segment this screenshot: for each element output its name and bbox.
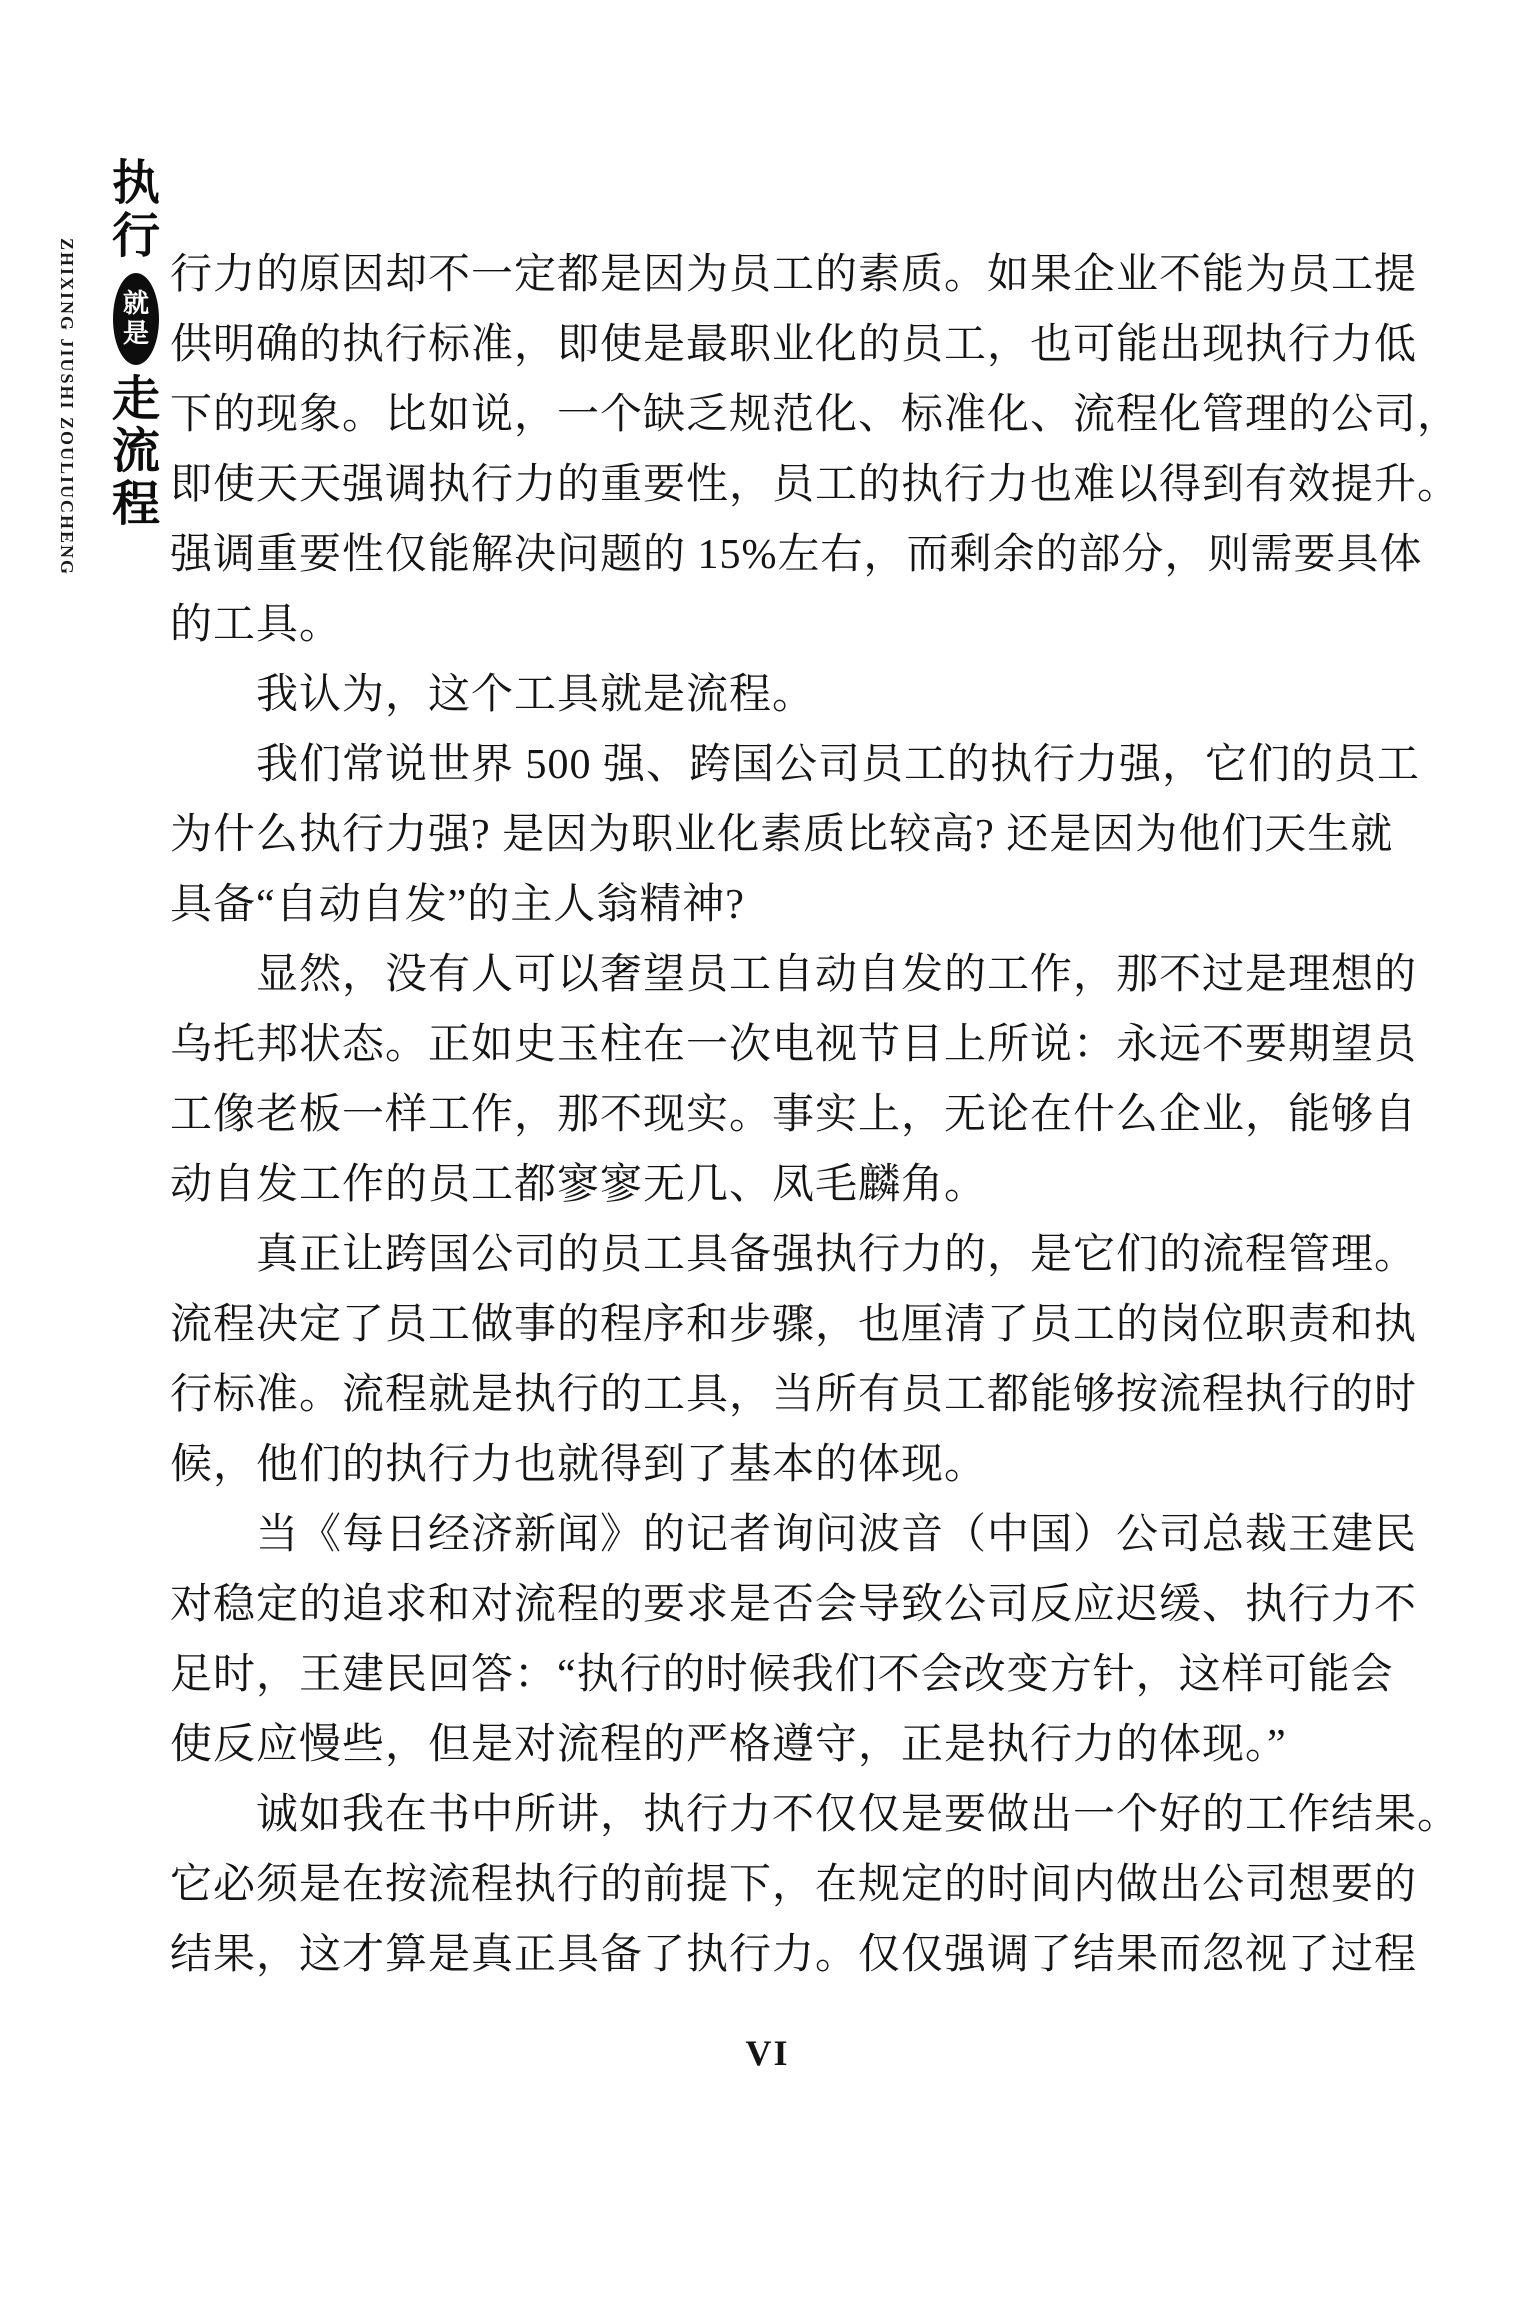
spine-badge-char: 就 bbox=[122, 288, 149, 318]
text-line: 我认为，这个工具就是流程。 bbox=[170, 672, 816, 718]
text-line: 的工具。 bbox=[170, 602, 343, 648]
text-line: 结果，这才算是真正具备了执行力。仅仅强调了结果而忽视了过程 bbox=[170, 1932, 1418, 1978]
spine-cjk-title bbox=[106, 158, 166, 532]
text-line: 它必须是在按流程执行的前提下，在规定的时间内做出公司想要的 bbox=[170, 1862, 1418, 1908]
text-line: 即使天天强调执行力的重要性，员工的执行力也难以得到有效提升。 bbox=[170, 462, 1461, 508]
body-text bbox=[170, 240, 1461, 1990]
text-line: 下的现象。比如说，一个缺乏规范化、标准化、流程化管理的公司， bbox=[170, 392, 1461, 438]
text-line: 当《每日经济新闻》的记者询问波音（中国）公司总裁王建民 bbox=[170, 1512, 1418, 1558]
text-line: 足时，王建民回答：“执行的时候我们不会改变方针，这样可能会 bbox=[170, 1652, 1394, 1698]
text-line: 工像老板一样工作，那不现实。事实上，无论在什么企业，能够自 bbox=[170, 1092, 1418, 1138]
text-line: 乌托邦状态。正如史玉柱在一次电视节目上所说：永远不要期望员 bbox=[170, 1022, 1418, 1068]
text-line: 显然，没有人可以奢望员工自动自发的工作，那不过是理想的 bbox=[170, 952, 1418, 998]
text-line: 诚如我在书中所讲，执行力不仅仅是要做出一个好的工作结果。 bbox=[170, 1792, 1461, 1838]
text-line: 候，他们的执行力也就得到了基本的体现。 bbox=[170, 1442, 988, 1488]
text-line: 动自发工作的员工都寥寥无几、凤毛麟角。 bbox=[170, 1162, 988, 1208]
spine-title-char: 行 bbox=[111, 209, 160, 263]
text-line: 供明确的执行标准，即使是最职业化的员工，也可能出现执行力低 bbox=[170, 322, 1418, 368]
spine-romanization: ZHIXING JIUSHI ZOULIUCHENG bbox=[57, 238, 77, 577]
spine-badge-char: 是 bbox=[122, 318, 149, 348]
text-line: 流程决定了员工做事的程序和步骤，也厘清了员工的岗位职责和执 bbox=[170, 1302, 1418, 1348]
spine-title-char: 走 bbox=[111, 372, 160, 426]
spine-title-char: 程 bbox=[111, 478, 160, 532]
text-line: 真正让跨国公司的员工具备强执行力的，是它们的流程管理。 bbox=[170, 1232, 1418, 1278]
text-line: 对稳定的追求和对流程的要求是否会导致公司反应迟缓、执行力不 bbox=[170, 1582, 1418, 1628]
text-line: 我们常说世界 500 强、跨国公司员工的执行力强，它们的员工 bbox=[170, 742, 1421, 788]
text-line: 行标准。流程就是执行的工具，当所有员工都能够按流程执行的时 bbox=[170, 1372, 1418, 1418]
spine-title-char: 执 bbox=[111, 157, 160, 210]
text-line: 行力的原因却不一定都是因为员工的素质。如果企业不能为员工提 bbox=[170, 252, 1418, 298]
spine-ellipse-badge bbox=[113, 273, 159, 365]
spine-title-char: 流 bbox=[111, 425, 160, 479]
text-line: 使反应慢些，但是对流程的严格遵守，正是执行力的体现。” bbox=[170, 1722, 1287, 1768]
text-line: 具备“自动自发”的主人翁精神? bbox=[170, 882, 745, 928]
text-line: 为什么执行力强? 是因为职业化素质比较高? 还是因为他们天生就 bbox=[170, 812, 1394, 858]
text-line: 强调重要性仅能解决问题的 15%左右，而剩余的部分，则需要具体 bbox=[170, 532, 1423, 578]
page-number: VI bbox=[745, 2033, 790, 2073]
